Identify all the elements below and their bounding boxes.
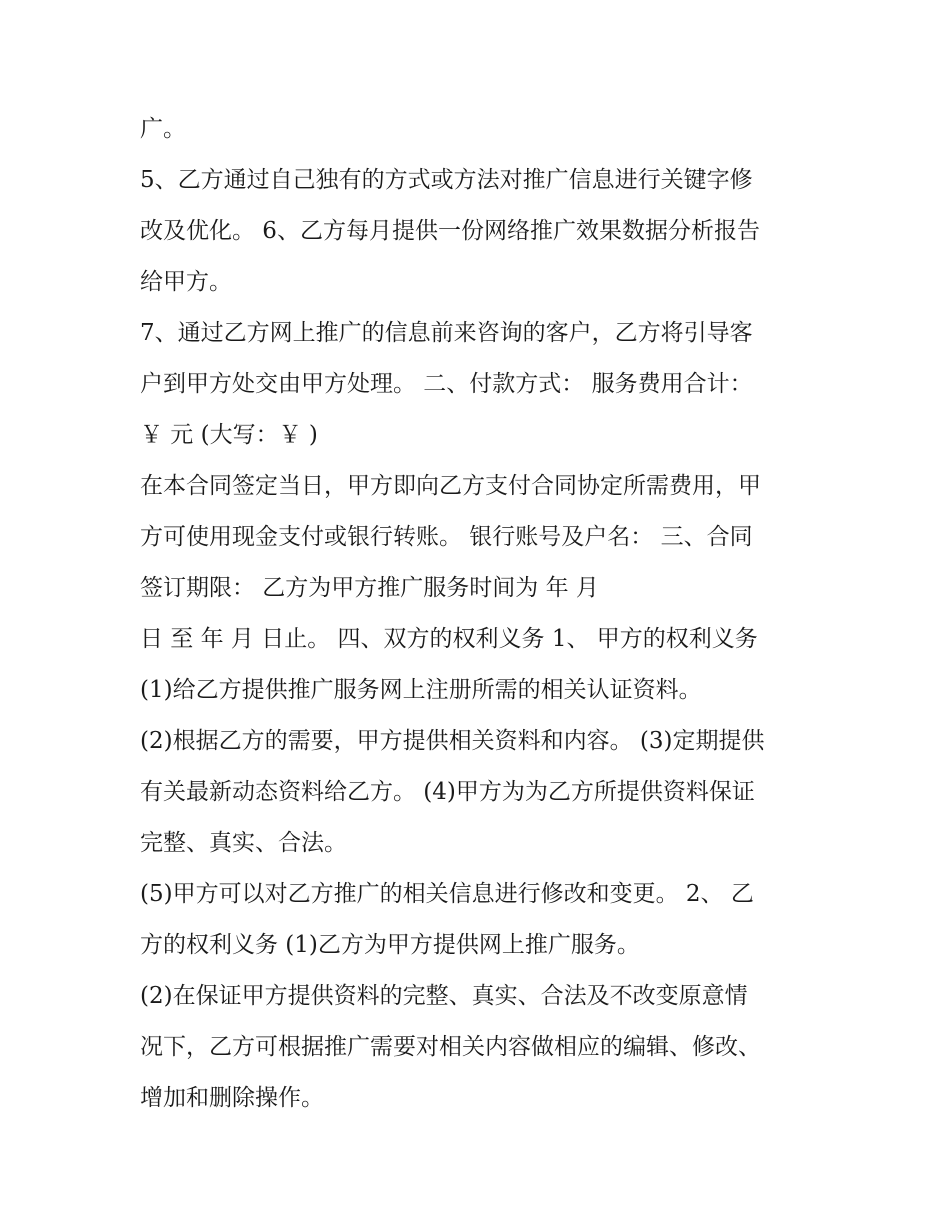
- text-line: 签订期限： 乙方为甲方推广服务时间为 年 月: [140, 575, 599, 601]
- text-line: (1)给乙方提供推广服务网上注册所需的相关认证资料。: [140, 677, 702, 703]
- text-line: (2)在保证甲方提供资料的完整、真实、合法及不改变原意情: [140, 983, 748, 1009]
- text-line: 7、通过乙方网上推广的信息前来咨询的客户，乙方将引导客: [140, 320, 753, 346]
- text-line: 完整、真实、合法。: [140, 830, 347, 856]
- text-line: 5、乙方通过自己独有的方式或方法对推广信息进行关键字修: [140, 167, 753, 193]
- text-line: 况下，乙方可根据推广需要对相关内容做相应的编辑、修改、: [140, 1034, 761, 1060]
- text-line: 方的权利义务 (1)乙方为甲方提供网上推广服务。: [140, 932, 640, 958]
- text-line: 改及优化。 6、乙方每月提供一份网络推广效果数据分析报告: [140, 218, 760, 244]
- text-line: 日 至 年 月 日止。 四、双方的权利义务 1、 甲方的权利义务: [140, 626, 758, 652]
- text-line: 有关最新动态资料给乙方。 (4)甲方为为乙方所提供资料保证: [140, 779, 755, 805]
- text-line: 增加和删除操作。: [140, 1085, 324, 1111]
- text-line: (2)根据乙方的需要，甲方提供相关资料和内容。 (3)定期提供: [140, 728, 765, 754]
- text-line: 在本合同签定当日，甲方即向乙方支付合同协定所需费用，甲: [140, 473, 761, 499]
- text-line: 方可使用现金支付或银行转账。 银行账号及户名： 三、合同: [140, 524, 753, 550]
- text-line: 给甲方。: [140, 269, 232, 295]
- text-line: ￥ 元 (大写：￥ ): [140, 422, 318, 448]
- text-line: 广。: [140, 116, 186, 142]
- contract-text: [140, 108, 830, 1128]
- text-line: (5)甲方可以对乙方推广的相关信息进行修改和变更。 2、 乙: [140, 881, 754, 907]
- text-line: 户到甲方处交由甲方处理。 二、付款方式： 服务费用合计：: [140, 371, 753, 397]
